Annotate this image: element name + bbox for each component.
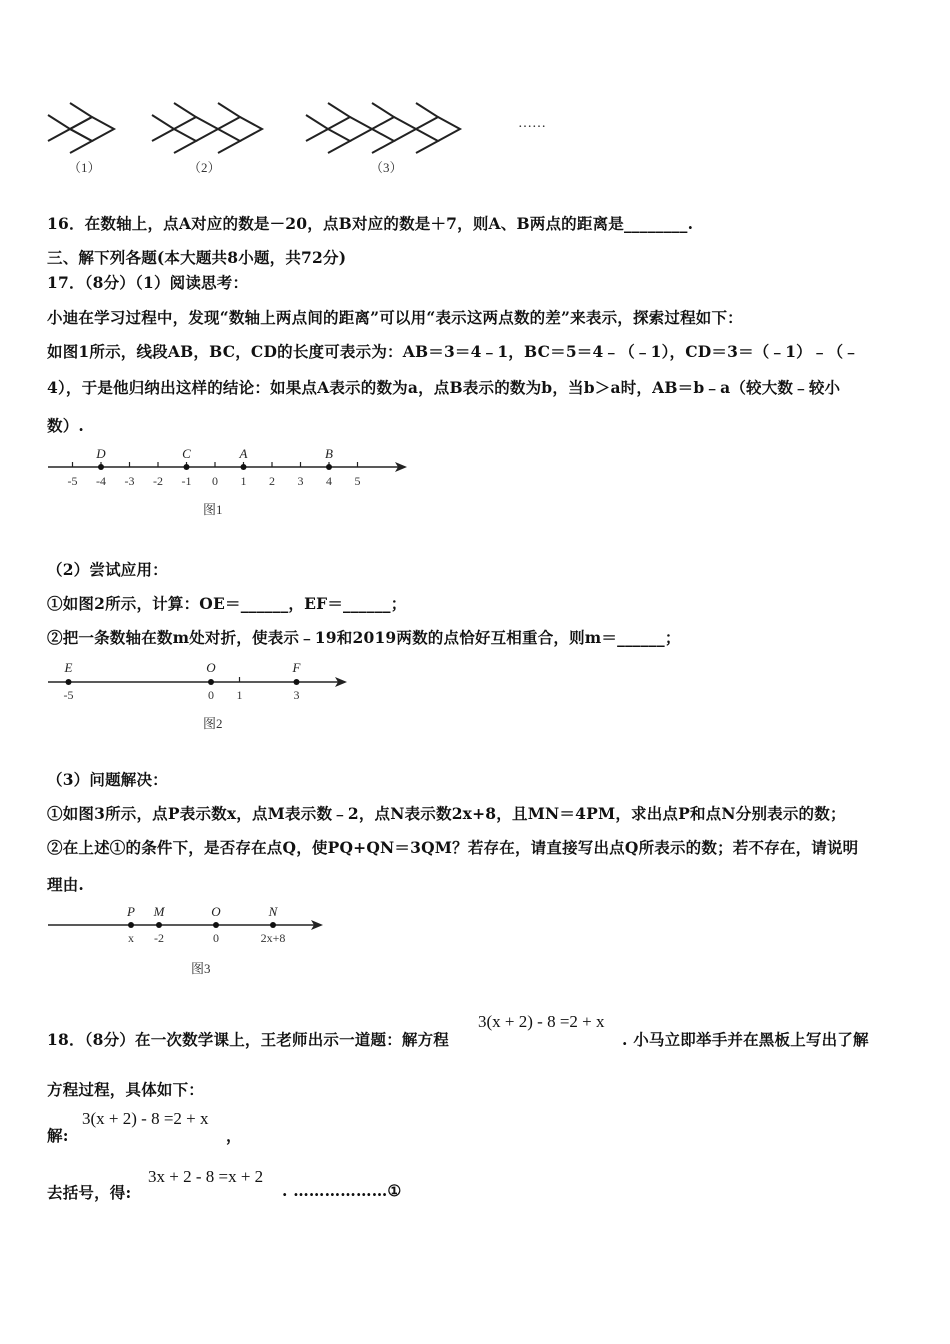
q17-part2-item1: ①如图2所示，计算：OE＝______，EF＝______； [47,594,407,613]
q17-part3-item2b: 理由. [47,875,84,894]
fig3-point-dot [128,922,134,928]
fig1-tick-label: -1 [181,474,192,488]
fig1-point-label: C [182,446,191,461]
fig3-tick-label: -2 [154,931,164,945]
q17-paragraph-4: 数）. [47,416,84,435]
fig3-tick-label: 2x+8 [260,931,286,945]
q18-step1-label: 去括号，得: [47,1183,132,1202]
fig1-caption: 图1 [203,502,223,517]
q18-step1-equation: 3x + 2 - 8 =x + 2 [148,1167,264,1186]
question-17-title: 17．（8分）（1）阅读思考： [47,273,249,292]
q18-intro-c: 方程过程，具体如下： [47,1080,205,1099]
fig1-point-dot [326,464,332,470]
fig1-tick-label: -4 [96,474,106,488]
q17-paragraph-1: 小迪在学习过程中，发现“数轴上两点间的距离”可以用“表示这两点数的差”来表示，探索过程如下： [47,308,743,327]
question-16: 16．在数轴上，点A对应的数是－20，点B对应的数是＋7，则A、B两点的距离是________. [47,214,694,233]
q17-part2-item2: ②把一条数轴在数m处对折，使表示﹣19和2019两数的点恰好互相重合，则m＝______； [47,628,681,647]
fig3-tick-label: 0 [213,931,219,945]
fig1-tick-label: 3 [297,474,304,488]
fig3-point-dot [213,922,219,928]
fig3-point-label: M [153,904,165,919]
fig2-tick-label: -5 [63,688,74,702]
q18-intro-b: . 小马立即举手并在黑板上写出了解 [622,1030,869,1049]
fig1-point-label: B [325,446,333,461]
fig2-point-dot [66,679,72,685]
pattern-1 [48,103,114,153]
q17-part3-title: （3）问题解决： [47,770,168,789]
fig3-tick-label: x [128,931,134,945]
q18-step1-tail: . ………………① [282,1181,402,1200]
fig2-point-label: E [64,660,73,675]
pattern-caption-3: （3） [370,160,403,175]
fig2-point-dot [294,679,300,685]
fig1-point-dot [184,464,190,470]
fig1-tick-label: 4 [326,474,332,488]
fig1-tick-label: 1 [240,474,247,488]
fig3-point-label: P [127,904,135,919]
fig1-point-dot [98,464,104,470]
fig1-point-label: A [239,446,248,461]
q17-paragraph-3: 4），于是他归纳出这样的结论：如果点A表示的数为a，点B表示的数为b，当b＞a时，AB＝b﹣a（较大数﹣较小 [47,378,841,397]
fig1-tick-label: -2 [153,474,163,488]
fig2-tick-label: 1 [236,688,243,702]
fig1-tick-label: -5 [67,474,78,488]
fig1-point-label: D [96,446,106,461]
fig3-tick-labels [128,931,285,945]
q17-part3-item2a: ②在上述①的条件下，是否存在点Q，使PQ+QN＝3QM？若存在，请直接写出点Q所表示的数；若不存在，请说明 [47,838,859,857]
fig1-tick-label: 5 [354,474,361,488]
fig3-point-dot [270,922,276,928]
fig3-point-label: O [211,904,221,919]
fig3-caption: 图3 [191,961,211,976]
pattern-2 [152,103,262,153]
fig2-point-label: O [206,660,216,675]
fig2-tick-label: 3 [293,688,300,702]
fig1-tick-labels [68,474,361,488]
pattern-3 [306,103,460,153]
q18-solve-label: 解: [47,1126,69,1145]
pattern-caption-2: （2） [188,160,221,175]
number-line-figure-2 [45,656,350,736]
q17-part2-title: （2）尝试应用： [47,560,168,579]
fig1-tick-label: 2 [269,474,275,488]
fig3-point-dot [156,922,162,928]
q17-paragraph-2: 如图1所示，线段AB，BC，CD的长度可表示为：AB＝3＝4﹣1，BC＝5＝4﹣（﹣1），CD＝3＝（﹣1）﹣（﹣ [47,342,859,361]
fig3-point-label: N [268,904,278,919]
q18-solve-comma: ， [226,1126,242,1145]
fig1-tick-label: -3 [124,474,135,488]
q18-intro-a: 18．（8分）在一次数学课上，王老师出示一道题：解方程 [47,1030,450,1049]
number-line-figure-1 [45,443,410,521]
section-3-heading: 三、解下列各题(本大题共8小题，共72分) [47,248,347,267]
q17-part3-item1: ①如图3所示，点P表示数x，点M表示数﹣2，点N表示数2x+8，且MN＝4PM，求出点P和点N分别表示的数； [47,804,846,823]
fig2-tick-label: 0 [208,688,214,702]
q18-solve-equation: 3(x + 2) - 8 =2 + x [82,1109,209,1128]
fig2-caption: 图2 [203,716,223,731]
number-line-figure-3 [45,903,327,981]
fig1-tick-label: 0 [212,474,218,488]
fig2-point-dot [208,679,214,685]
fig1-point-dot [241,464,247,470]
pattern-caption-1: （1） [68,160,101,175]
pattern-ellipsis: …… [518,116,546,131]
q18-equation: 3(x + 2) - 8 =2 + x [478,1012,605,1031]
fig2-point-label: F [292,660,301,675]
fig2-tick-labels [64,677,300,702]
stick-pattern-figure [40,95,560,185]
